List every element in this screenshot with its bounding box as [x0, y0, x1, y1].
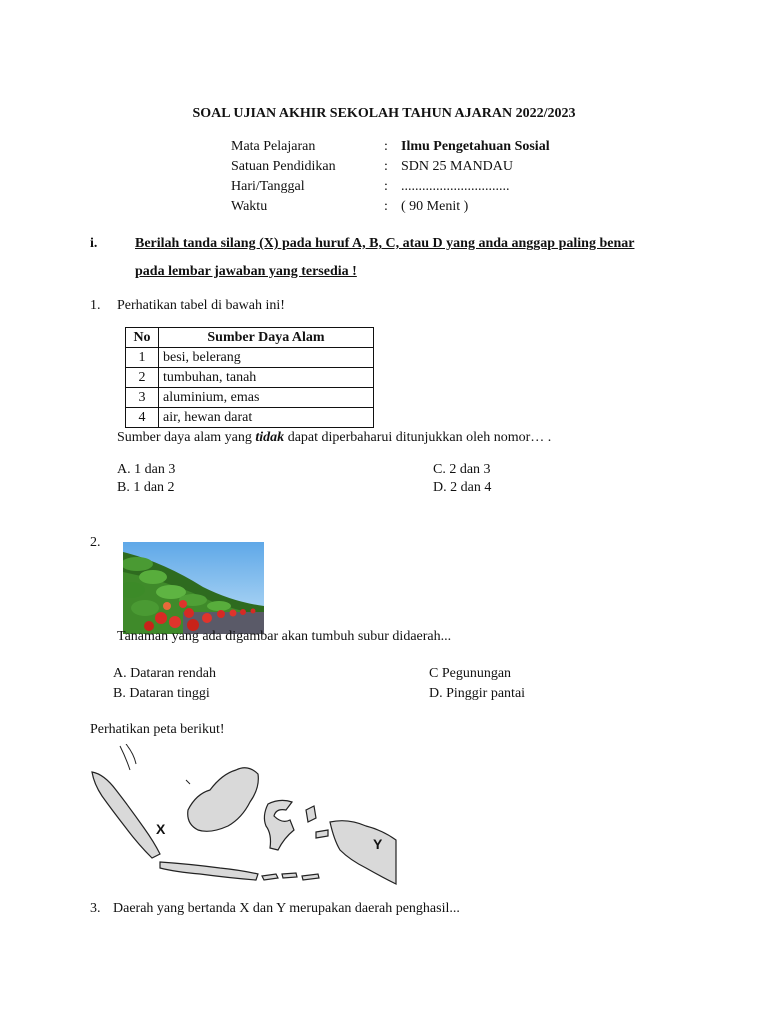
meta-value: Ilmu Pengetahuan Sosial — [401, 139, 550, 154]
instruction-line-1: Berilah tanda silang (X) pada huruf A, B, C, atau D yang anda anggap paling benar — [135, 236, 635, 251]
instruction-line-2: pada lembar jawaban yang tersedia ! — [135, 264, 357, 279]
question-2-option-a[interactable]: A. Dataran rendah — [113, 666, 217, 681]
question-3-number: 3. — [90, 901, 101, 916]
table-header-no: No — [126, 328, 159, 348]
table-header-row — [126, 328, 374, 348]
table-cell-resource: tumbuhan, tanah — [159, 368, 374, 388]
question-2-text: Tanaman yang ada digambar akan tumbuh subur didaerah... — [117, 629, 452, 644]
question-1-option-c[interactable]: C. 2 dan 3 — [433, 462, 491, 477]
table-row — [126, 388, 374, 408]
meta-value: SDN 25 MANDAU — [401, 159, 514, 174]
meta-label: Hari/Tanggal — [231, 179, 305, 194]
question-1-option-d[interactable]: D. 2 dan 4 — [433, 480, 492, 495]
table-cell-resource: besi, belerang — [159, 348, 374, 368]
question-1-text-before: Sumber daya alam yang — [117, 430, 256, 445]
meta-colon: : — [384, 199, 388, 214]
meta-label: Satuan Pendidikan — [231, 159, 336, 174]
table-cell-no: 4 — [126, 408, 159, 428]
table-cell-no: 3 — [126, 388, 159, 408]
question-2-number: 2. — [90, 535, 101, 550]
natural-resources-table — [125, 327, 374, 428]
instruction-marker: i. — [90, 236, 98, 251]
table-header-resource: Sumber Daya Alam — [159, 328, 374, 348]
meta-colon: : — [384, 179, 388, 194]
indonesia-map-icon — [90, 744, 400, 894]
question-1-text — [117, 430, 551, 446]
meta-value: ( 90 Menit ) — [401, 199, 469, 214]
question-2-option-b[interactable]: B. Dataran tinggi — [113, 686, 210, 701]
question-1-emphasis: tidak — [255, 430, 285, 445]
strawberry-field-photo — [123, 542, 264, 634]
table-cell-no: 2 — [126, 368, 159, 388]
question-3-text: Daerah yang bertanda X dan Y merupakan daerah penghasil... — [113, 901, 460, 916]
table-row — [126, 368, 374, 388]
indonesia-map — [90, 744, 400, 894]
meta-label: Waktu — [231, 199, 268, 214]
question-1-option-b[interactable]: B. 1 dan 2 — [117, 480, 175, 495]
page-title: SOAL UJIAN AKHIR SEKOLAH TAHUN AJARAN 2022/2023 — [192, 106, 576, 121]
meta-colon: : — [384, 159, 388, 174]
question-2-option-c[interactable]: C Pegunungan — [429, 666, 512, 681]
question-1-intro: Perhatikan tabel di bawah ini! — [117, 298, 285, 313]
question-1-option-a[interactable]: A. 1 dan 3 — [117, 462, 176, 477]
strawberry-photo-icon — [123, 542, 264, 634]
meta-label: Mata Pelajaran — [231, 139, 316, 154]
map-intro: Perhatikan peta berikut! — [90, 722, 225, 737]
map-marker-y: Y — [373, 836, 383, 852]
map-marker-x: X — [156, 821, 166, 837]
question-1-text-after: dapat diperbaharui ditunjukkan oleh nomor… . — [284, 430, 552, 445]
table-cell-resource: air, hewan darat — [159, 408, 374, 428]
question-2-option-d[interactable]: D. Pinggir pantai — [429, 686, 526, 701]
table-cell-no: 1 — [126, 348, 159, 368]
table-row — [126, 408, 374, 428]
table-cell-resource: aluminium, emas — [159, 388, 374, 408]
question-1-number: 1. — [90, 298, 101, 313]
meta-colon: : — [384, 139, 388, 154]
meta-value: ............................... — [401, 179, 510, 194]
table-row — [126, 348, 374, 368]
